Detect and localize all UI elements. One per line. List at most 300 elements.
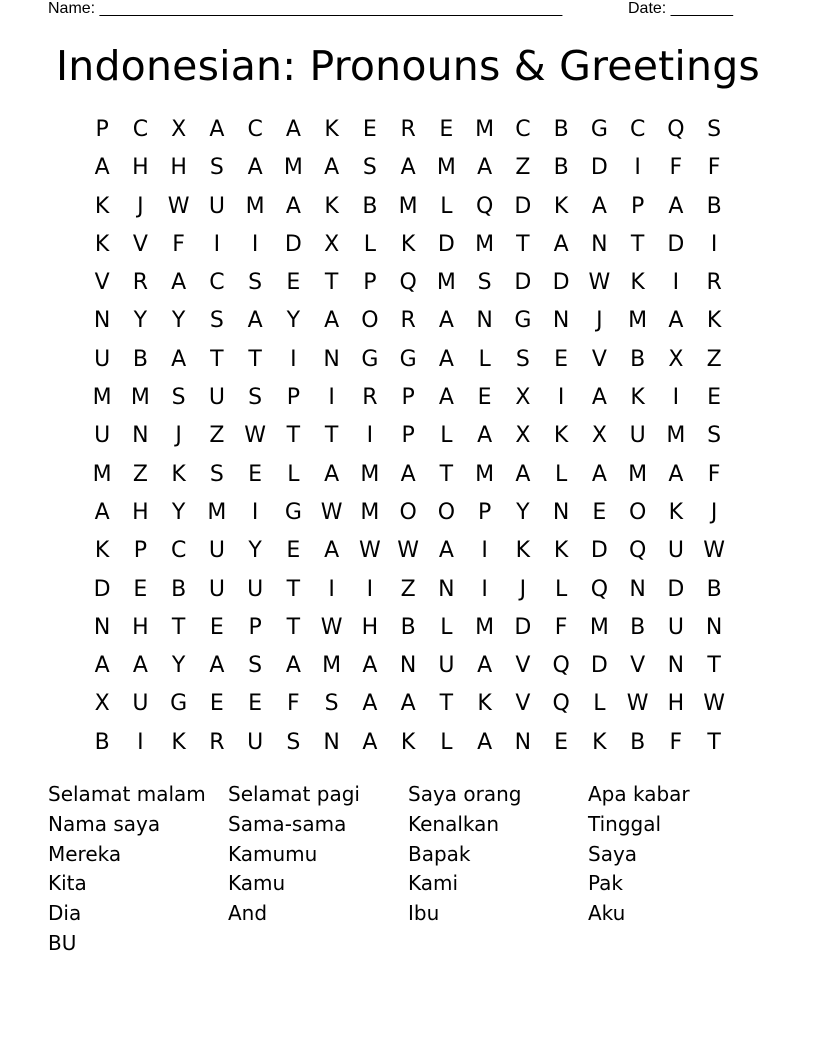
grid-letter: E [209, 614, 224, 640]
word-bank-item: Ibu [408, 901, 440, 926]
grid-letter: D [590, 653, 608, 679]
grid-letter: M [666, 423, 686, 449]
grid-letter: K [171, 729, 186, 755]
date-field: Date: _______ [628, 0, 733, 17]
grid-letter: P [630, 193, 645, 219]
grid-letter: I [251, 499, 259, 525]
grid-letter: K [515, 538, 531, 564]
grid-letter: M [475, 614, 495, 640]
grid-letter: Z [515, 155, 531, 181]
grid-letter: S [209, 461, 224, 487]
grid-letter: N [399, 653, 417, 679]
grid-letter: F [669, 729, 683, 755]
grid-letter: A [438, 308, 454, 334]
grid-letter: K [553, 423, 569, 449]
grid-letter: F [707, 461, 721, 487]
grid-letter: N [323, 346, 340, 372]
grid-letter: E [248, 691, 263, 717]
grid-letter: A [94, 653, 110, 679]
grid-letter: Q [552, 653, 570, 679]
grid-letter: M [398, 193, 418, 219]
grid-letter: A [247, 308, 263, 334]
grid-letter: I [481, 538, 488, 564]
grid-letter: E [362, 117, 377, 142]
grid-letter: A [668, 308, 684, 334]
grid-letter: D [514, 270, 532, 296]
grid-letter: Q [667, 117, 685, 142]
grid-letter: B [630, 614, 646, 640]
grid-letter: X [668, 346, 684, 372]
grid-letter: G [399, 346, 417, 372]
grid-letter: N [591, 231, 608, 257]
grid-letter: O [399, 499, 417, 525]
grid-letter: A [668, 461, 684, 487]
grid-letter: D [93, 576, 111, 602]
grid-letter: M [322, 653, 342, 679]
grid-letter: G [590, 117, 608, 142]
grid-letter: L [363, 231, 376, 257]
grid-letter: E [554, 346, 569, 372]
grid-letter: I [366, 576, 374, 602]
word-bank-item: Sama-sama [228, 811, 347, 836]
grid-letter: X [94, 691, 110, 717]
grid-letter: A [171, 346, 187, 372]
letter-grid [83, 111, 733, 762]
grid-letter: K [553, 193, 569, 219]
grid-letter: D [514, 614, 532, 640]
word-bank-item: BU [48, 930, 77, 955]
grid-letter: I [634, 155, 641, 181]
grid-letter: D [667, 576, 685, 602]
grid-letter: X [171, 117, 187, 142]
grid-letter: S [707, 423, 722, 449]
grid-letter: N [552, 499, 570, 525]
grid-letter: S [286, 729, 301, 755]
grid-letter: A [285, 193, 301, 219]
grid-letter: O [628, 499, 647, 525]
grid-letter: C [132, 117, 149, 142]
grid-letter: A [477, 729, 493, 755]
grid-letter: W [320, 614, 343, 640]
word-bank-item: Kenalkan [408, 811, 500, 836]
grid-letter: P [363, 270, 377, 296]
grid-letter: W [167, 193, 190, 219]
grid-letter: B [553, 155, 569, 181]
grid-letter: A [324, 155, 340, 181]
grid-letter: B [171, 576, 187, 602]
worksheet-header [48, 0, 748, 20]
grid-letter: A [591, 461, 607, 487]
grid-letter: P [95, 117, 109, 142]
grid-letter: H [132, 499, 149, 525]
grid-letter: E [477, 385, 492, 411]
grid-letter: T [516, 231, 530, 257]
grid-letter: U [208, 193, 225, 219]
grid-letter: B [706, 576, 722, 602]
grid-letter: M [92, 461, 112, 487]
grid-letter: A [438, 385, 454, 411]
grid-letter: N [552, 308, 570, 334]
grid-letter: A [94, 499, 110, 525]
grid-letter: M [245, 193, 265, 219]
grid-letter: F [669, 155, 683, 181]
grid-letter: F [554, 614, 568, 640]
grid-letter: I [481, 576, 488, 602]
grid-letter: B [94, 729, 110, 755]
word-bank-item: Dia [48, 901, 82, 926]
grid-letter: L [440, 193, 453, 219]
grid-letter: S [477, 270, 492, 296]
grid-letter: I [251, 231, 259, 257]
grid-letter: D [437, 231, 455, 257]
grid-letter: O [437, 499, 456, 525]
grid-letter: M [475, 231, 495, 257]
grid-letter: Z [400, 576, 416, 602]
word-bank-item: Nama saya [48, 811, 161, 836]
grid-letter: A [400, 691, 416, 717]
grid-letter: I [672, 385, 680, 411]
grid-letter: N [667, 653, 685, 679]
grid-letter: M [628, 308, 648, 334]
grid-letter: L [554, 576, 568, 602]
grid-letter: A [324, 461, 340, 487]
word-bank-item: Kami [408, 871, 459, 896]
grid-letter: U [94, 346, 111, 372]
grid-letter: S [707, 117, 722, 142]
grid-letter: K [668, 499, 684, 525]
grid-letter: P [477, 499, 492, 525]
grid-letter: S [248, 385, 263, 411]
grid-letter: R [209, 729, 225, 755]
grid-letter: E [286, 270, 301, 296]
grid-letter: M [207, 499, 227, 525]
grid-letter: A [591, 385, 607, 411]
grid-letter: X [515, 385, 531, 411]
grid-letter: C [629, 117, 646, 142]
grid-letter: H [170, 155, 187, 181]
grid-letter: X [591, 423, 607, 449]
grid-letter: A [400, 461, 416, 487]
grid-letter: O [361, 308, 379, 334]
grid-letter: S [515, 346, 530, 372]
grid-letter: U [208, 538, 225, 564]
grid-letter: I [672, 270, 680, 296]
word-bank-item: Kamu [228, 871, 286, 896]
grid-letter: N [323, 729, 340, 755]
grid-letter: Y [516, 499, 530, 525]
grid-letter: E [133, 576, 148, 602]
grid-letter: U [208, 576, 225, 602]
grid-letter: J [175, 423, 182, 449]
grid-letter: A [400, 155, 416, 181]
word-bank-item: Selamat malam [48, 782, 206, 806]
grid-letter: B [630, 729, 646, 755]
grid-letter: H [132, 614, 149, 640]
grid-letter: P [401, 385, 415, 411]
grid-letter: G [284, 499, 302, 525]
grid-letter: A [515, 461, 531, 487]
grid-letter: B [362, 193, 378, 219]
grid-letter: P [248, 614, 262, 640]
grid-letter: T [286, 423, 301, 449]
grid-letter: W [588, 270, 611, 296]
grid-letter: W [397, 538, 419, 564]
grid-letter: E [554, 729, 569, 755]
grid-letter: Z [132, 461, 148, 487]
grid-letter: Z [706, 346, 722, 372]
grid-letter: W [703, 691, 725, 717]
grid-letter: M [589, 614, 609, 640]
grid-letter: I [328, 385, 335, 411]
grid-letter: A [324, 308, 340, 334]
grid-letter: T [630, 231, 645, 257]
grid-letter: A [591, 193, 607, 219]
grid-letter: M [436, 270, 456, 296]
grid-letter: S [209, 155, 224, 181]
grid-letter: B [553, 117, 569, 142]
grid-letter: D [590, 155, 608, 181]
grid-letter: V [515, 691, 531, 717]
grid-letter: T [707, 729, 721, 755]
grid-letter: C [170, 538, 187, 564]
grid-letter: A [477, 155, 493, 181]
grid-letter: J [137, 193, 144, 219]
grid-letter: N [476, 308, 493, 334]
grid-letter: K [324, 193, 339, 219]
grid-letter: A [324, 538, 340, 564]
grid-letter: R [400, 308, 416, 334]
grid-letter: W [626, 691, 649, 717]
word-bank-item: Kita [48, 871, 87, 896]
grid-letter: P [286, 385, 301, 411]
grid-letter: U [667, 538, 684, 564]
grid-letter: T [324, 423, 339, 449]
grid-letter: M [130, 385, 150, 411]
grid-letter: Q [552, 691, 570, 717]
grid-letter: L [440, 614, 453, 640]
grid-letter: I [557, 385, 565, 411]
grid-letter: U [208, 385, 225, 411]
grid-letter: U [247, 729, 264, 755]
word-bank [48, 780, 768, 959]
grid-letter: U [247, 576, 264, 602]
word-bank-item: Mereka [48, 841, 122, 866]
grid-letter: A [209, 653, 225, 679]
grid-letter: K [706, 308, 722, 334]
grid-letter: E [286, 538, 301, 564]
grid-letter: Z [209, 423, 225, 449]
grid-letter: U [629, 423, 646, 449]
grid-letter: B [630, 346, 646, 372]
grid-letter: Q [475, 193, 494, 219]
grid-letter: F [172, 231, 185, 257]
grid-letter: V [630, 653, 646, 679]
grid-letter: D [284, 231, 302, 257]
grid-letter: I [366, 423, 374, 449]
grid-letter: B [132, 346, 148, 372]
grid-letter: K [477, 691, 492, 717]
word-bank-item: Saya orang [408, 782, 522, 806]
grid-letter: Y [286, 308, 301, 334]
grid-letter: K [94, 193, 110, 219]
grid-letter: N [705, 614, 723, 640]
word-bank-item: Tinggal [588, 811, 662, 836]
grid-letter: T [324, 270, 339, 296]
grid-letter: S [248, 653, 263, 679]
grid-letter: Q [399, 270, 417, 296]
grid-letter: D [552, 270, 570, 296]
grid-letter: H [667, 691, 685, 717]
grid-letter: I [137, 729, 144, 755]
grid-letter: E [209, 691, 224, 717]
grid-letter: W [320, 499, 343, 525]
grid-letter: N [629, 576, 646, 602]
grid-letter: G [361, 346, 379, 372]
grid-letter: M [360, 499, 380, 525]
grid-letter: T [210, 346, 224, 372]
grid-letter: L [554, 461, 568, 487]
grid-letter: W [703, 538, 725, 564]
grid-letter: J [710, 499, 718, 525]
grid-letter: A [362, 653, 378, 679]
grid-letter: S [248, 270, 263, 296]
grid-letter: L [287, 461, 300, 487]
grid-letter: T [707, 653, 721, 679]
grid-letter: A [209, 117, 225, 142]
grid-letter: G [514, 308, 532, 334]
grid-letter: L [440, 423, 453, 449]
grid-letter: M [92, 385, 112, 411]
grid-letter: A [438, 346, 454, 372]
grid-letter: S [324, 691, 339, 717]
grid-letter: E [592, 499, 607, 525]
grid-letter: T [286, 576, 301, 602]
grid-letter: M [360, 461, 380, 487]
word-bank-item: Selamat pagi [228, 782, 360, 806]
grid-letter: A [553, 231, 569, 257]
grid-letter: D [590, 538, 608, 564]
grid-letter: K [630, 270, 645, 296]
grid-letter: A [438, 538, 454, 564]
grid-letter: J [519, 576, 527, 602]
grid-letter: K [171, 461, 186, 487]
grid-letter: R [706, 270, 722, 296]
grid-letter: E [248, 461, 263, 487]
grid-letter: L [478, 346, 491, 372]
grid-letter: K [400, 729, 416, 755]
grid-letter: F [287, 691, 300, 717]
grid-letter: Y [171, 499, 186, 525]
grid-letter: H [361, 614, 379, 640]
grid-letter: L [440, 729, 453, 755]
grid-letter: A [362, 691, 378, 717]
grid-letter: A [132, 653, 148, 679]
word-bank-item: Apa kabar [588, 782, 690, 806]
grid-letter: Y [171, 653, 186, 679]
grid-letter: M [475, 461, 495, 487]
grid-letter: T [171, 614, 186, 640]
word-bank-item: Aku [588, 901, 626, 926]
grid-letter: K [592, 729, 607, 755]
word-bank-item: Pak [588, 871, 623, 896]
grid-letter: T [286, 614, 301, 640]
grid-letter: E [439, 117, 454, 142]
grid-letter: M [628, 461, 648, 487]
grid-letter: U [132, 691, 149, 717]
grid-letter: N [132, 423, 149, 449]
grid-letter: U [94, 423, 111, 449]
grid-letter: X [324, 231, 340, 257]
grid-letter: U [438, 653, 455, 679]
word-bank-item: Bapak [408, 841, 471, 866]
grid-letter: C [209, 270, 225, 296]
grid-letter: A [94, 155, 110, 181]
grid-letter: V [94, 270, 110, 296]
grid-letter: Y [171, 308, 186, 334]
grid-letter: N [93, 308, 111, 334]
grid-letter: W [358, 538, 381, 564]
grid-letter: R [362, 385, 378, 411]
grid-letter: R [132, 270, 149, 296]
grid-letter: K [94, 231, 110, 257]
grid-letter: K [553, 538, 569, 564]
grid-letter: P [401, 423, 415, 449]
grid-letter: N [438, 576, 455, 602]
grid-letter: Q [590, 576, 609, 602]
grid-letter: Y [133, 308, 148, 334]
grid-letter: A [362, 729, 378, 755]
word-bank-item: Saya [588, 841, 638, 866]
grid-letter: V [132, 231, 148, 257]
grid-letter: T [439, 461, 454, 487]
grid-letter: F [707, 155, 721, 181]
grid-letter: K [630, 385, 645, 411]
grid-letter: U [667, 614, 684, 640]
grid-letter: I [290, 346, 297, 372]
grid-letter: T [439, 691, 454, 717]
grid-letter: S [171, 385, 186, 411]
grid-letter: V [515, 653, 531, 679]
grid-letter: I [710, 231, 718, 257]
grid-letter: X [515, 423, 531, 449]
grid-letter: C [515, 117, 531, 142]
grid-letter: N [93, 614, 111, 640]
grid-letter: R [400, 117, 416, 142]
grid-letter: D [667, 231, 685, 257]
grid-letter: S [362, 155, 377, 181]
grid-letter: V [591, 346, 607, 372]
grid-letter: S [209, 308, 224, 334]
grid-letter: A [247, 155, 263, 181]
grid-letter: A [668, 193, 684, 219]
page-title: Indonesian: Pronouns & Greetings [55, 42, 760, 90]
grid-letter: A [285, 653, 301, 679]
grid-letter: P [133, 538, 148, 564]
grid-letter: B [400, 614, 416, 640]
grid-letter: M [436, 155, 456, 181]
word-bank-item: And [228, 901, 268, 926]
grid-letter: M [475, 117, 495, 142]
grid-letter: C [247, 117, 263, 142]
grid-letter: L [593, 691, 606, 717]
grid-letter: A [171, 270, 187, 296]
grid-letter: W [244, 423, 266, 449]
grid-letter: T [248, 346, 262, 372]
grid-letter: A [477, 423, 493, 449]
grid-letter: Y [248, 538, 262, 564]
grid-letter: K [400, 231, 416, 257]
grid-letter: I [328, 576, 335, 602]
